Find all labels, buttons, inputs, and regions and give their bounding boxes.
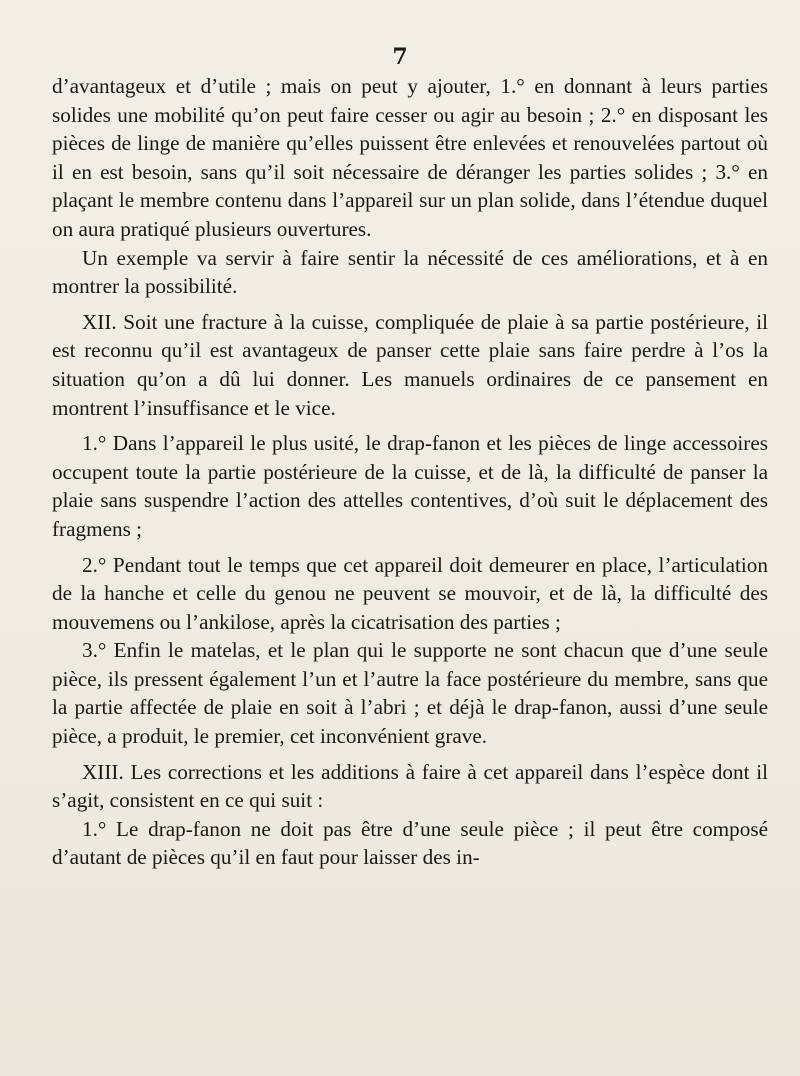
paragraph-point-3: 3.° Enfin le matelas, et le plan qui le supporte ne sont chacun que d’une seule pièce, ils pressent également l’un et l’autre la face postérieure du membre, sans que la partie affectée de plaie en soit à l’abri ; et déjà le drap-fanon, aussi d’une seule pièce, a produit, le premier, cet inconvénient grave. (52, 638, 768, 749)
paragraph-point-1: 1.° Dans l’appareil le plus usité, le drap-fanon et les pièces de linge accessoires occupent toute la partie postérieure de la cuisse, et de là, la difficulté de panser la plaie sans suspendre l’action des attelles contentives, d’où suit le déplacement des fragmens ; (52, 431, 768, 541)
paragraph-continuation: d’avantageux et d’utile ; mais on peut y ajouter, 1.° en donnant à leurs parties solides une mobilité qu’on peut faire cesser ou agir au besoin ; 2.° en disposant les pièces de linge de manière qu’elles puissent être enlevées et renouvelées partout où il en est besoin, sans qu’il soit nécessaire de déranger les parties solides ; 3.° en plaçant le membre contenu dans l’appareil sur un plan solide, dans l’étendue duquel on aura pratiqué plusieurs ouvertures. (52, 74, 768, 241)
paragraph-section-xiii: XIII. Les corrections et les additions à faire à cet appareil dans l’espèce dont il s’agit, consistent en ce qui suit : (52, 759, 768, 813)
paragraph-correction-1: 1.° Le drap-fanon ne doit pas être d’une seule pièce ; il peut être composé d’autant de pièces qu’il en faut pour laisser des in- (52, 816, 768, 870)
paragraph-section-xii: XII. Soit une fracture à la cuisse, compliquée de plaie à sa partie postérieure, il est reconnu qu’il est avantageux de panser cette plaie sans faire perdre à l’os la situation qu’on a dû lui donner. Les manuels ordinaires de ce pansement en montrent l’insuffisance et le vice. (52, 309, 768, 420)
body-text (52, 72, 768, 872)
page-number: 7 (392, 44, 408, 70)
paragraph-point-2: 2.° Pendant tout le temps que cet appareil doit demeurer en place, l’articulation de la hanche et celle du genou ne peuvent se mouvoir, et de là, la difficulté des mouvemens ou l’ankilose, après la cicatrisation des parties ; (52, 552, 768, 634)
paragraph-example: Un exemple va servir à faire sentir la nécessité de ces améliorations, et à en montrer la possibilité. (52, 245, 768, 299)
